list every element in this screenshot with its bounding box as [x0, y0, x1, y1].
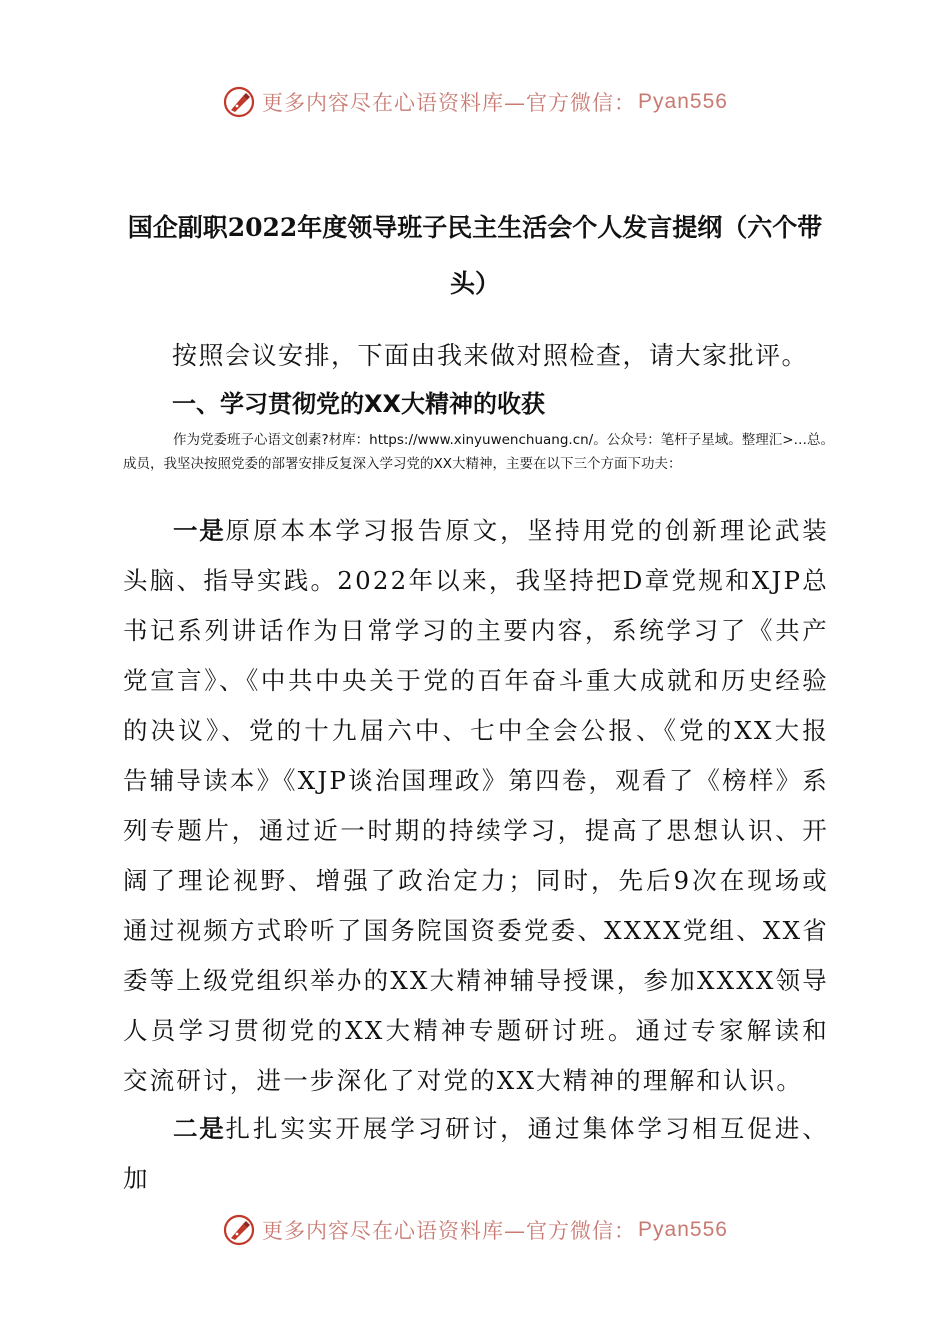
- watermark-site-text: 更多内容尽在心语资料库—官方微信：: [262, 1219, 637, 1243]
- watermark-site-text: 更多内容尽在心语资料库—官方微信：: [262, 91, 637, 115]
- pen-nib-icon: [222, 85, 256, 119]
- body-paragraph-1: [123, 506, 829, 1106]
- watermark-wechat-id: Pyan556: [638, 1218, 728, 1241]
- pen-nib-icon: [222, 1213, 256, 1247]
- body-paragraph-2: [123, 1104, 829, 1204]
- watermark-wechat-id: Pyan556: [638, 90, 728, 113]
- section-heading: 一、学习贯彻党的XX大精神的收获: [172, 390, 546, 418]
- paragraph-text: 扎扎实实开展学习研讨，通过集体学习相互促进、加: [123, 1114, 829, 1193]
- document-title: 国企副职2022年度领导班子民主生活会个人发言提纲（六个带头）: [127, 213, 823, 298]
- header-watermark: [0, 82, 950, 122]
- paragraph-text: 原原本本学习报告原文，坚持用党的创新理论武装头脑、指导实践。2022年以来，我坚持把D章党规和XJP总书记系列讲话作为日常学习的主要内容，系统学习了《共产党宣言》、《中共中央关于党的百年奋斗重大成就和历史经验的决议》、党的十九届六中、七中全会公报、《党的XX大报告辅导读本》《XJP谈治国理政》第四卷，观看了《榜样》系列专题片，通过近一时期的持续学习，提高了思想认识、开阔了理论视野、增强了政治定力；同时，先后9次在现场或通过视频方式聆听了国务院国资委党委、XXXX党组、XX省委等上级党组织举办的XX大精神辅导授课，参加XXXX领导人员学习贯彻党的XX大精神专题研讨班。通过专家解读和交流研讨，进一步深化了对党的XX大精神的理解和认识。: [123, 516, 829, 1095]
- footer-watermark: [0, 1210, 950, 1250]
- paragraph-lead: 一是: [173, 516, 226, 545]
- paragraph-lead: 二是: [173, 1114, 226, 1143]
- intro-paragraph: 按照会议安排，下面由我来做对照检查，请大家批评。: [172, 341, 809, 370]
- source-note-paragraph: 作为党委班子心语文创素?材库：https://www.xinyuwenchuang.cn/。公众号：笔杆子星域。整理汇>…总。成员，我坚决按照党委的部署安排反复深入学习党的XX大精神，主要在以下三个方面下功夫：: [123, 432, 835, 472]
